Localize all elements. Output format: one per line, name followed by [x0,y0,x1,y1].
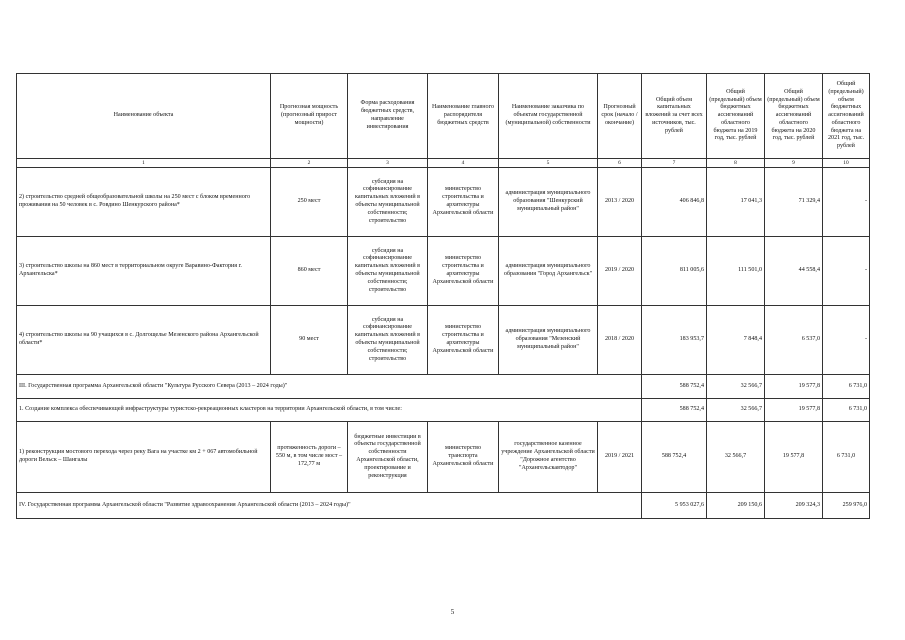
program-name-cell: IV. Государственная программа Архангельской области "Развитие здравоохранения Архангельской области (2013 – 2024 годы)" [17,493,642,519]
column-number: 9 [765,159,823,168]
term-cell: 2018 / 2020 [598,306,642,375]
budget-2019-cell: 32 566,7 [707,422,765,493]
header-term: Прогнозный срок (начало / окончание) [598,74,642,159]
column-number: 6 [598,159,642,168]
table-row [17,306,870,375]
total-cell: 811 005,6 [642,237,707,306]
budget-2021-cell: 6 731,0 [823,375,870,399]
spending-form-cell: субсидия на софинансирование капитальных вложений в объекты муниципальной собственности; строительство [348,168,428,237]
column-number: 5 [499,159,598,168]
object-name-cell: 1) реконструкция мостового перехода через реку Вага на участке км 2 + 067 автомобильной дороги Вельск – Шангалы [17,422,271,493]
budget-2020-cell: 44 558,4 [765,237,823,306]
header-capacity: Прогнозная мощность (прогнозный прирост мощности) [271,74,348,159]
budget-2020-cell: 71 329,4 [765,168,823,237]
column-number: 2 [271,159,348,168]
column-number: 3 [348,159,428,168]
header-total-investment: Общий объем капитальных вложений за счет всех источников, тыс. рублей [642,74,707,159]
table-row [17,237,870,306]
budget-2021-cell: - [823,306,870,375]
header-budget-2020: Общий (предельный) объем бюджетных ассигнований областного бюджета на 2020 год, тыс. рублей [765,74,823,159]
budget-manager-cell: министерство строительства и архитектуры Архангельской области [428,306,499,375]
budget-2021-cell: - [823,168,870,237]
budget-2019-cell: 111 501,0 [707,237,765,306]
budget-2021-cell: 259 976,0 [823,493,870,519]
term-cell: 2019 / 2020 [598,237,642,306]
budget-2020-cell: 19 577,8 [765,399,823,422]
customer-cell: администрация муниципального образования "Мезенский муниципальный район" [499,306,598,375]
budget-manager-cell: министерство строительства и архитектуры Архангельской области [428,168,499,237]
capacity-cell: 250 мест [271,168,348,237]
header-spending-form: Форма расходования бюджетных средств, направление инвестирования [348,74,428,159]
budget-2019-cell: 7 848,4 [707,306,765,375]
total-cell: 406 846,8 [642,168,707,237]
total-cell: 5 953 027,6 [642,493,707,519]
total-cell: 588 752,4 [642,422,707,493]
budget-2021-cell: 6 731,0 [823,422,870,493]
spending-form-cell: субсидия на софинансирование капитальных вложений в объекты муниципальной собственности; строительство [348,237,428,306]
total-cell: 183 953,7 [642,306,707,375]
term-cell: 2013 / 2020 [598,168,642,237]
header-customer: Наименование заказчика по объектам государственной (муниципальной) собственности [499,74,598,159]
customer-cell: администрация муниципального образования "Город Архангельск" [499,237,598,306]
object-name-cell: 4) строительство школы на 90 учащихся в с. Долгощелье Мезенского района Архангельской области* [17,306,271,375]
subsection-name-cell: 1. Создание комплекса обеспечивающей инфраструктуры туристско-рекреационных кластеров на территории Архангельской области, в том числе: [17,399,642,422]
total-cell: 588 752,4 [642,399,707,422]
page-number: 5 [450,608,455,616]
table-header-row [17,74,870,159]
subsection-row [17,399,870,422]
budget-2020-cell: 19 577,8 [765,375,823,399]
budget-2020-cell: 6 537,0 [765,306,823,375]
customer-cell: государственное казенное учреждение Архангельской области "Дорожное агентство "Архангельскавтодор" [499,422,598,493]
column-number: 10 [823,159,870,168]
budget-manager-cell: министерство транспорта Архангельской области [428,422,499,493]
budget-2019-cell: 32 566,7 [707,399,765,422]
table-row [17,168,870,237]
object-name-cell: 2) строительство средней общеобразовательной школы на 250 мест с блоком временного проживания на 50 человек в с. Ровдино Шенкурского района* [17,168,271,237]
header-budget-manager: Наименование главного распорядителя бюджетных средств [428,74,499,159]
column-number: 8 [707,159,765,168]
customer-cell: администрация муниципального образования "Шенкурский муниципальный район" [499,168,598,237]
budget-2021-cell: - [823,237,870,306]
program-name-cell: III. Государственная программа Архангельской области "Культура Русского Севера (2013 – 2024 годы)" [17,375,642,399]
budget-2019-cell: 17 041,3 [707,168,765,237]
capacity-cell: 860 мест [271,237,348,306]
capacity-cell: 90 мест [271,306,348,375]
column-number: 7 [642,159,707,168]
term-cell: 2019 / 2021 [598,422,642,493]
header-budget-2019: Общий (предельный) объем бюджетных ассигнований областного бюджета на 2019 год, тыс. рублей [707,74,765,159]
program-row [17,493,870,519]
investment-objects-table [16,73,870,519]
table-row [17,422,870,493]
spending-form-cell: субсидия на софинансирование капитальных вложений в объекты муниципальной собственности; строительство [348,306,428,375]
budget-2020-cell: 19 577,8 [765,422,823,493]
spending-form-cell: бюджетные инвестиции в объекты государственной собственности Архангельской области, проектирование и реконструкция [348,422,428,493]
column-number: 1 [17,159,271,168]
budget-manager-cell: министерство строительства и архитектуры Архангельской области [428,237,499,306]
budget-2020-cell: 209 324,3 [765,493,823,519]
column-number: 4 [428,159,499,168]
budget-2019-cell: 32 566,7 [707,375,765,399]
program-row [17,375,870,399]
budget-2019-cell: 209 150,6 [707,493,765,519]
column-number-row [17,159,870,168]
total-cell: 588 752,4 [642,375,707,399]
header-object-name: Наименование объекта [17,74,271,159]
capacity-cell: протяженность дороги – 550 м, в том числе мост – 172,77 м [271,422,348,493]
header-budget-2021: Общий (предельный) объем бюджетных ассигнований областного бюджета на 2021 год, тыс. рублей [823,74,870,159]
budget-2021-cell: 6 731,0 [823,399,870,422]
object-name-cell: 3) строительство школы на 860 мест в территориальном округе Варавино-Фактория г. Архангельска* [17,237,271,306]
